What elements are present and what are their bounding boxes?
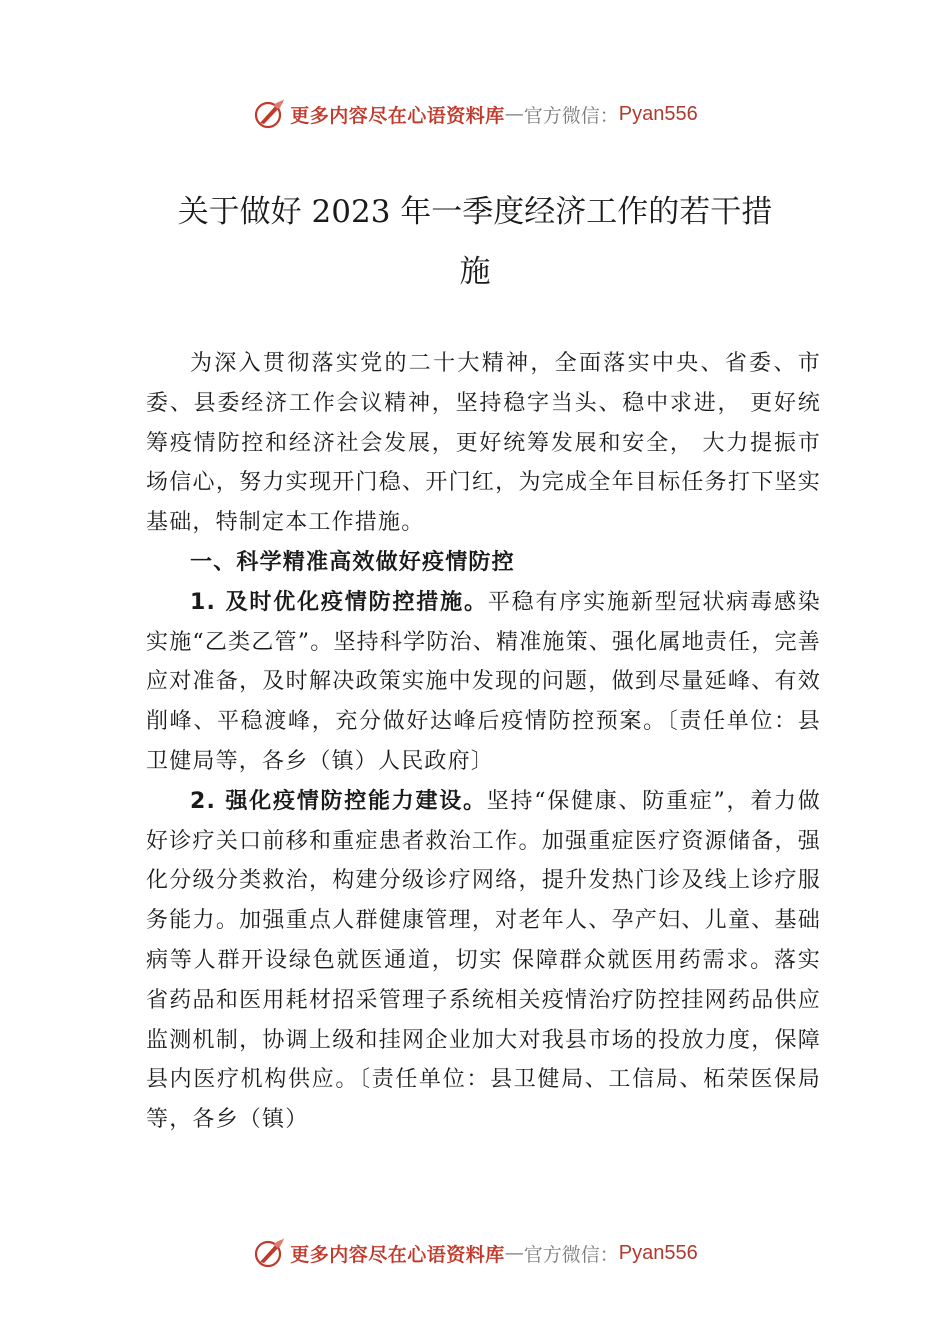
watermark-brand: 更多内容尽在心语资料库 <box>290 104 505 127</box>
watermark-separator: — <box>504 1242 524 1264</box>
watermark-wechat-id: Pyan556 <box>618 102 698 125</box>
watermark-separator: — <box>504 103 524 125</box>
watermark-wechat-label: 官方微信： <box>523 104 619 127</box>
item1-paragraph <box>146 583 821 782</box>
document-title-line1: 关于做好 2023 年一季度经济工作的若干措 <box>177 194 773 230</box>
quill-logo-icon <box>252 97 286 131</box>
watermark-brand: 更多内容尽在心语资料库 <box>290 1243 505 1266</box>
quill-logo-icon <box>252 1236 286 1270</box>
item2-paragraph <box>146 782 821 1140</box>
intro-paragraph: 为深入贯彻落实党的二十大精神，全面落实中央、省委、市委、县委经济工作会议精神，坚持稳字当头、稳中求进， 更好统筹疫情防控和经济社会发展，更好统筹发展和安全， 大力提振市场信心，努力实现开门稳、开门红，为完成全年目标任务打下坚实基础，特制定本工作措施。 <box>146 351 821 536</box>
document-body <box>146 344 821 1140</box>
document-title-line2: 施 <box>459 254 491 290</box>
header-watermark <box>0 94 950 134</box>
item2-lead: 2. 强化疫情防控能力建设。 <box>190 788 487 814</box>
section1-heading: 一、科学精准高效做好疫情防控 <box>190 549 515 575</box>
item2-text: 坚持“保健康、防重症”，着力做好诊疗关口前移和重症患者救治工作。加强重症医疗资源储备，强化分级分类救治，构建分级诊疗网络，提升发热门诊及线上诊疗服务能力。加强重点人群健康管理，对老年人、孕产妇、儿童、基础病等人群开设绿色就医通道，切实 保障群众就医用药需求。落实省药品和医用耗材招采管理子系统相关疫情治疗防控挂网药品供应监测机制，协调上级和挂网企业加大对我县市场的投放力度，保障县内医疗机构供应。〔责任单位：县卫健局、工信局、柘荣医保局等，各乡（镇） <box>146 788 822 1133</box>
footer-watermark <box>0 1233 950 1273</box>
item1-lead: 1. 及时优化疫情防控措施。 <box>190 589 488 615</box>
watermark-wechat-id: Pyan556 <box>618 1241 698 1264</box>
item1-text: 平稳有序实施新型冠状病毒感染实施“乙类乙管”。坚持科学防治、精准施策、强化属地责任，完善应对准备，及时解决政策实施中发现的问题，做到尽量延峰、有效削峰、平稳渡峰，充分做好达峰后疫情防控预案。〔责任单位：县卫健局等，各乡（镇）人民政府〕 <box>146 589 821 774</box>
watermark-wechat-label: 官方微信： <box>523 1243 619 1266</box>
